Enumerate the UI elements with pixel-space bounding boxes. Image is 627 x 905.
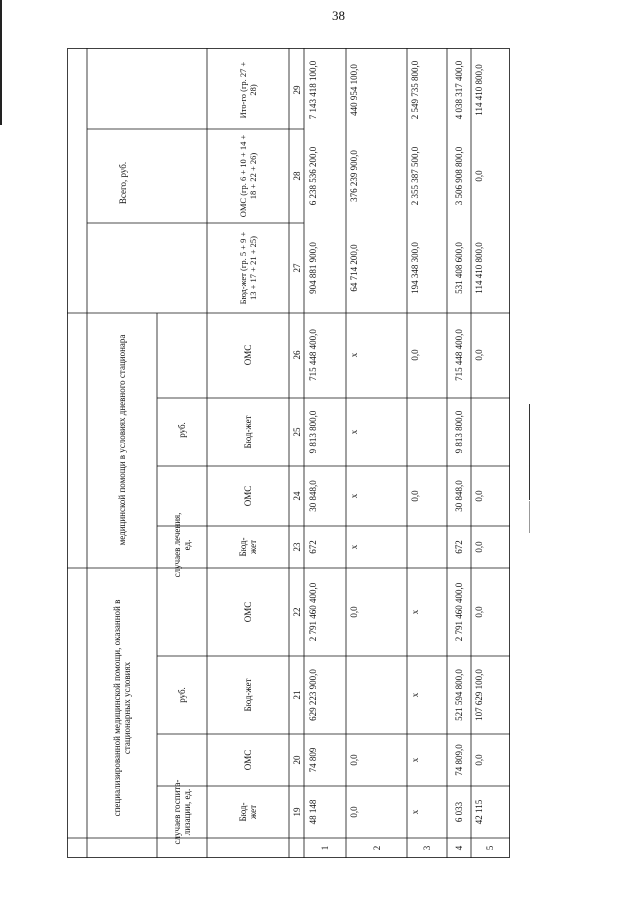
table-cell: x xyxy=(410,757,420,763)
table-cell: 2 791 460 400,0 xyxy=(308,582,318,642)
table-cell: 194 348 300,0 xyxy=(410,242,420,294)
table-cell: 672 xyxy=(454,540,464,554)
colnum: 23 xyxy=(292,542,302,552)
colnum: 25 xyxy=(292,427,302,437)
rotated-table xyxy=(67,48,510,858)
table-cell: 440 954 100,0 xyxy=(349,64,359,116)
header-col-24: ОМС xyxy=(243,485,253,507)
table-grid xyxy=(67,48,510,858)
table-cell: 30 848,0 xyxy=(454,480,464,512)
table-cell: x xyxy=(349,352,359,358)
colnum: 20 xyxy=(292,755,302,765)
table-cell: 0,0 xyxy=(474,170,484,182)
table-cell: x xyxy=(410,609,420,615)
table-cell: x xyxy=(410,692,420,698)
table-cell: 904 881 900,0 xyxy=(308,242,318,294)
header-col-20: ОМС xyxy=(243,749,253,771)
table-cell: 2 549 735 800,0 xyxy=(410,60,420,120)
table-cell: 715 448 400,0 xyxy=(454,329,464,381)
header-day-rub: руб. xyxy=(177,422,187,438)
header-spec-rub: руб. xyxy=(177,687,187,703)
table-cell: 0,0 xyxy=(410,490,420,502)
table-cell: 48 148 xyxy=(308,799,318,825)
table-cell: 0,0 xyxy=(474,490,484,502)
table-cell: 0,0 xyxy=(410,349,420,361)
table-cell: 6 033 xyxy=(454,801,464,823)
colnum: 28 xyxy=(292,171,302,181)
header-total: Всего, руб. xyxy=(118,161,128,205)
colnum: 26 xyxy=(292,350,302,360)
table-cell: x xyxy=(349,493,359,499)
colnum: 24 xyxy=(292,491,302,501)
table-cell: 0,0 xyxy=(474,349,484,361)
table-cell: 4 038 317 400,0 xyxy=(454,60,464,120)
header-day-cases: случаев лечения, ед. xyxy=(172,512,192,578)
table-cell: 9 813 800,0 xyxy=(308,410,318,454)
header-spec-stationary: специализированной медицинской помощи, оказанной в стационарных условиях xyxy=(112,599,132,817)
header-col-23: Бюд- жет xyxy=(238,537,258,557)
row-number: 2 xyxy=(372,845,382,851)
table-cell: 0,0 xyxy=(349,606,359,618)
table-cell: 0,0 xyxy=(474,754,484,766)
colnum: 21 xyxy=(292,690,302,700)
header-col-22: ОМС xyxy=(243,601,253,623)
colnum: 27 xyxy=(292,263,302,273)
page-number: 38 xyxy=(332,8,345,23)
table-cell: 114 410 800,0 xyxy=(474,242,484,294)
table-cell: 629 223 900,0 xyxy=(308,669,318,721)
header-spec-cases: случаев госпита- лизации, ед. xyxy=(172,779,192,845)
header-col-21: Бюд-жет xyxy=(243,678,253,712)
table-cell: 531 408 600,0 xyxy=(454,242,464,294)
table-cell: 2 355 387 500,0 xyxy=(410,146,420,206)
colnum: 19 xyxy=(292,807,302,817)
table-cell: 74 809 xyxy=(308,747,318,773)
header-col-29: Ито-го (гр. 27 + 28) xyxy=(238,61,258,119)
table-cell: 672 xyxy=(308,540,318,554)
table-cell: x xyxy=(410,809,420,815)
row-number: 3 xyxy=(422,845,432,851)
table-cell: 521 594 800,0 xyxy=(454,669,464,721)
table-cell: x xyxy=(349,544,359,550)
table-cell: 715 448 400,0 xyxy=(308,329,318,381)
header-col-26: ОМС xyxy=(243,344,253,366)
table-cell: 0,0 xyxy=(349,806,359,818)
margin-line-faint xyxy=(529,501,530,533)
scan-edge xyxy=(0,0,2,125)
header-col-19: Бюд- жет xyxy=(238,802,258,822)
table-cell: 2 791 460 400,0 xyxy=(454,582,464,642)
table-cell: 0,0 xyxy=(474,541,484,553)
table-cell: 42 115 xyxy=(474,799,484,825)
table-cell: 114 410 800,0 xyxy=(474,64,484,116)
row-number: 5 xyxy=(485,845,495,851)
table-cell: 9 813 800,0 xyxy=(454,410,464,454)
colnum: 22 xyxy=(292,607,302,617)
margin-line xyxy=(529,404,530,500)
row-number: 1 xyxy=(320,845,330,851)
table-cell: 74 809,0 xyxy=(454,744,464,776)
table-cell: 30 848,0 xyxy=(308,480,318,512)
table-cell: 7 143 418 100,0 xyxy=(308,60,318,120)
header-day-stationary: медицинской помощи в условиях дневного стационара xyxy=(117,334,127,546)
colnum: 29 xyxy=(292,85,302,95)
row-number: 4 xyxy=(454,845,464,851)
table-cell: 6 238 536 200,0 xyxy=(308,146,318,206)
table-cell: 64 714 200,0 xyxy=(349,244,359,292)
table-cell: 3 506 908 800,0 xyxy=(454,146,464,206)
table-cell: 376 239 900,0 xyxy=(349,150,359,202)
table-cell: x xyxy=(349,429,359,435)
table-cell: 0,0 xyxy=(349,754,359,766)
table-cell: 107 629 100,0 xyxy=(474,669,484,721)
table-cell: 0,0 xyxy=(474,606,484,618)
header-col-27: Бюд-жет (гр. 5 + 9 + 13 + 17 + 21 + 25) xyxy=(238,231,258,305)
header-col-25: Бюд-жет xyxy=(243,415,253,449)
header-col-28: ОМС (гр. 6 + 10 + 14 + 18 + 22 + 26) xyxy=(238,134,258,218)
